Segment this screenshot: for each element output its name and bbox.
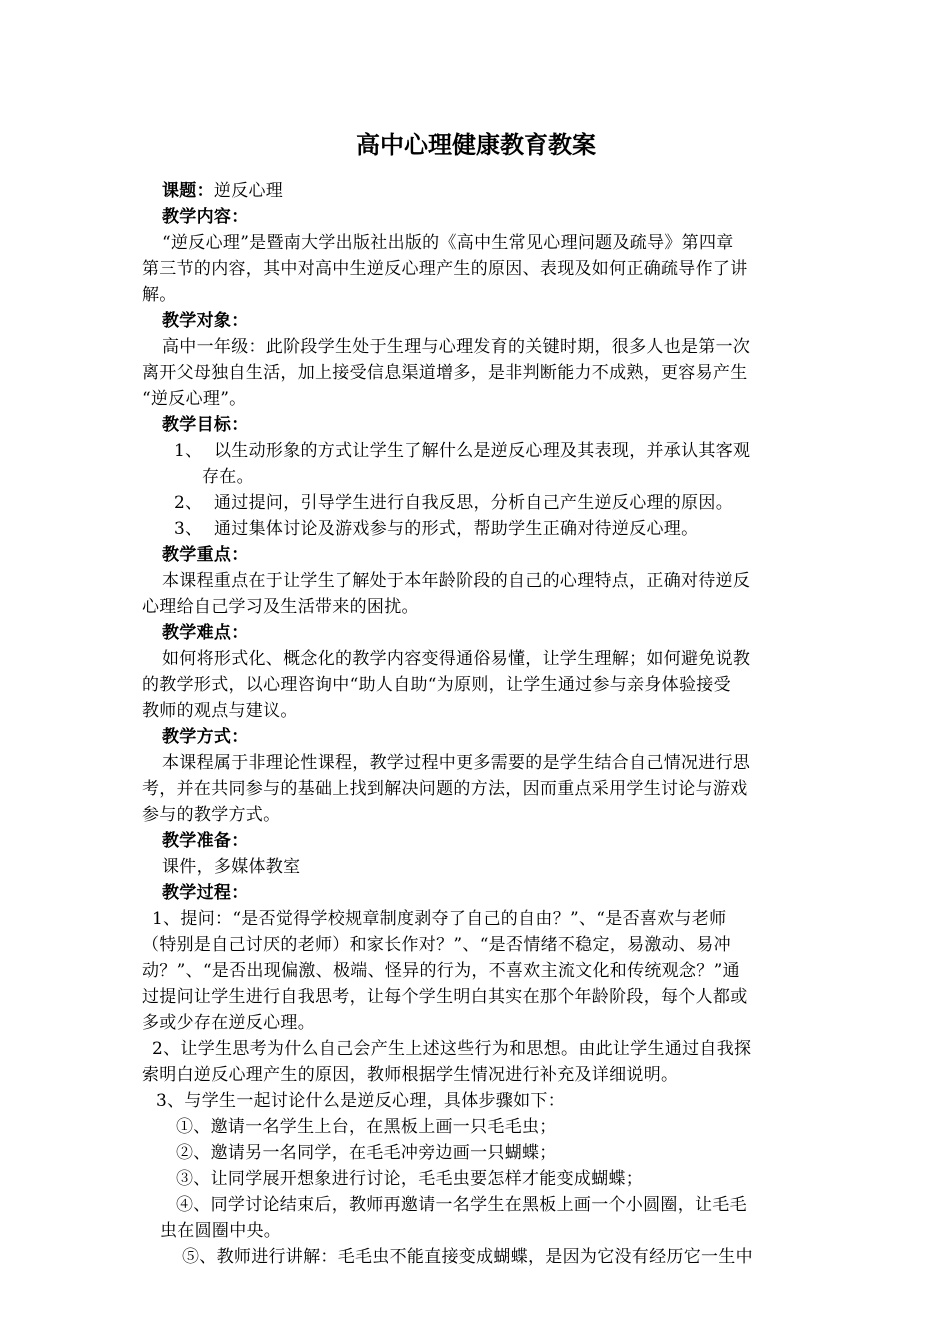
difficulties-line: 的教学形式，以心理咨询中“助人自助“为原则，让学生通过参与亲身体验接受 xyxy=(142,675,731,695)
goal-number: 2、 xyxy=(174,493,203,513)
process-substep: ①、邀请一名学生上台，在黑板上画一只毛毛虫； xyxy=(176,1117,557,1137)
topic-label: 课题： xyxy=(162,181,214,201)
audience-line: “逆反心理”。 xyxy=(142,389,247,409)
process-substep-continuation: 虫在圆圈中央。 xyxy=(160,1221,282,1241)
key-points-line: 本课程重点在于让学生了解处于本年龄阶段的自己的心理特点，正确对待逆反 xyxy=(162,571,751,591)
difficulties-line: 教师的观点与建议。 xyxy=(142,701,298,721)
goal-item xyxy=(142,438,810,464)
document-page xyxy=(142,128,810,1270)
method-line: 考，并在共同参与的基础上找到解决问题的方法，因而重点采用学生讨论与游戏 xyxy=(142,779,748,799)
process-heading: 教学过程： xyxy=(162,883,249,903)
key-points-line: 心理给自己学习及生活带来的困扰。 xyxy=(142,597,419,617)
process-step-1-line: （特别是自己讨厌的老师）和家长作对？”、“是否情绪不稳定，易激动、易冲 xyxy=(142,935,731,955)
content-line: 第三节的内容，其中对高中生逆反心理产生的原因、表现及如何正确疏导作了讲 xyxy=(142,259,748,279)
process-substep: ④、同学讨论结束后，教师再邀请一名学生在黑板上画一个小圆圈，让毛毛 xyxy=(176,1195,747,1215)
difficulties-heading: 教学难点： xyxy=(162,623,249,643)
goal-item xyxy=(142,490,810,516)
goal-item xyxy=(142,516,810,542)
goal-number: 3、 xyxy=(174,519,203,539)
key-points-heading: 教学重点： xyxy=(162,545,249,565)
content-heading: 教学内容： xyxy=(162,207,249,227)
process-step-1: 1、提问：“是否觉得学校规章制度剥夺了自己的自由？”、“是否喜欢与老师 xyxy=(152,909,727,929)
process-substep: ③、让同学展开想象进行讨论，毛毛虫要怎样才能变成蝴蝶； xyxy=(176,1169,644,1189)
process-step-2: 2、让学生思考为什么自己会产生上述这些行为和思想。由此让学生通过自我探 xyxy=(152,1039,752,1059)
topic-value: 逆反心理 xyxy=(213,181,284,201)
method-line: 参与的教学方式。 xyxy=(142,805,281,825)
audience-line: 高中一年级：此阶段学生处于生理与心理发育的关键时期，很多人也是第一次 xyxy=(162,337,751,357)
goal-text: 以生动形象的方式让学生了解什么是逆反心理及其表现，并承认其客观 xyxy=(214,441,751,461)
audience-heading: 教学对象： xyxy=(162,311,249,331)
difficulties-line: 如何将形式化、概念化的教学内容变得通俗易懂，让学生理解；如何避免说教 xyxy=(162,649,751,669)
goals-heading: 教学目标： xyxy=(162,415,249,435)
method-line: 本课程属于非理论性课程，教学过程中更多需要的是学生结合自己情况进行思 xyxy=(162,753,751,773)
method-heading: 教学方式： xyxy=(162,727,249,747)
audience-line: 离开父母独自生活，加上接受信息渠道增多，是非判断能力不成熟，更容易产生 xyxy=(142,363,748,383)
process-step-1-line: 多或少存在逆反心理。 xyxy=(142,1013,315,1033)
preparation-heading: 教学准备： xyxy=(162,831,249,851)
page-title: 高中心理健康教育教案 xyxy=(356,130,596,159)
goal-text: 通过提问，引导学生进行自我反思，分析自己产生逆反心理的原因。 xyxy=(214,493,733,513)
process-substep: ⑤、教师进行讲解：毛毛虫不能直接变成蝴蝶，是因为它没有经历它一生中 xyxy=(182,1247,753,1267)
process-substep: ②、邀请另一名同学，在毛毛冲旁边画一只蝴蝶； xyxy=(176,1143,557,1163)
content-line: 解。 xyxy=(142,285,177,305)
process-step-3: 3、与学生一起讨论什么是逆反心理，具体步骤如下： xyxy=(156,1091,566,1111)
process-step-1-line: 过提问让学生进行自我思考，让每个学生明白其实在那个年龄阶段，每个人都或 xyxy=(142,987,748,1007)
goal-item-continuation: 存在。 xyxy=(202,467,254,487)
content-line: “逆反心理”是暨南大学出版社出版的《高中生常见心理问题及疏导》第四章 xyxy=(162,233,734,253)
process-step-1-line: 动？”、“是否出现偏激、极端、怪异的行为，不喜欢主流文化和传统观念？”通 xyxy=(142,961,740,981)
process-step-2-line: 索明白逆反心理产生的原因，教师根据学生情况进行补充及详细说明。 xyxy=(142,1065,679,1085)
goal-number: 1、 xyxy=(174,441,203,461)
topic-line xyxy=(142,178,810,204)
preparation-value: 课件，多媒体教室 xyxy=(162,857,301,877)
goal-text: 通过集体讨论及游戏参与的形式，帮助学生正确对待逆反心理。 xyxy=(214,519,699,539)
